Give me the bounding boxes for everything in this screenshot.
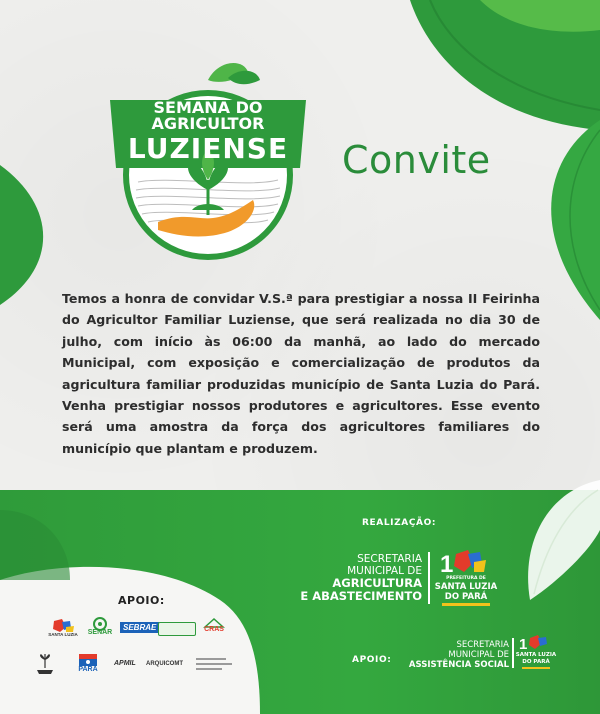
secretaria-assistencia-block — [409, 640, 509, 670]
event-logo — [88, 60, 328, 260]
santa-luzia-logo — [434, 548, 498, 606]
logo-title-line2: AGRICULTOR — [151, 114, 265, 133]
logo-title-line3: LUZIENSE — [127, 132, 289, 165]
secretaria2-line1: SECRETARIA — [456, 640, 509, 650]
sponsor-santa-luzia-text: SANTA LUZIA — [48, 632, 78, 637]
city-logo-name2: DO PARÁ — [444, 592, 488, 602]
leaf-left-decoration — [0, 165, 70, 305]
sponsor-agriculture-seal — [34, 652, 56, 676]
apoio-green-label: APOIO: — [352, 655, 392, 665]
invitation-heading: Convite — [342, 138, 491, 182]
santa-luzia-logo-small — [516, 634, 556, 670]
logo-number-one: 1 — [440, 551, 454, 578]
sponsor-senar-text: SENAR — [87, 629, 113, 636]
logo-small-number-one: 1 — [519, 636, 528, 652]
sponsor-association-mark — [196, 656, 234, 674]
secretaria1-line3: AGRICULTURA — [332, 576, 422, 590]
secretaria2-line2: MUNICIPAL DE — [448, 650, 509, 660]
leaf-footer-left-decoration — [0, 500, 80, 580]
city-logo-small-yellow-bar — [522, 667, 550, 669]
logo-title-line1: SEMANA DO — [153, 98, 263, 117]
sponsor-para-text: PARÁ — [78, 666, 98, 673]
city-logo-name1: SANTA LUZIA — [434, 582, 498, 592]
secretaria2-line3: ASSISTÊNCIA SOCIAL — [408, 660, 509, 670]
sponsor-apmil: APMIL — [114, 660, 136, 667]
sponsor-santa-luzia — [48, 618, 78, 640]
sponsor-para-government — [76, 652, 100, 678]
secretaria1-line4: E ABASTECIMENTO — [300, 589, 422, 603]
sponsor-cras — [203, 614, 225, 640]
city-logo-yellow-bar — [442, 603, 490, 606]
invitation-body-text: Temos a honra de convidar V.S.ª para prestigiar a nossa II Feirinha do Agricultor Familiar Luziense, que será realizada no dia 30 de julho, com início às 06:00 da manhã, ao lado do mercado Municipal, com exposição e comercialização de produtos da agricultura familiar produzidas município de Santa Luzia do Pará. Venha prestigiar nossos produtores e agricultores. Esse evento será uma amostra da força dos agricultores familiares do município que plantam e produzem. — [62, 291, 540, 456]
apoio-sponsors-label: APOIO: — [118, 594, 165, 607]
secretaria-agricultura-block — [300, 553, 422, 603]
realizacao-label: REALIZAÇÃO: — [362, 518, 437, 528]
city-logo-small-name2: DO PARÁ — [522, 659, 550, 665]
sponsor-arquicomt: ARQUICOMT — [146, 661, 183, 667]
secretaria1-line1: SECRETARIA — [357, 553, 422, 565]
sponsor-sebrae: SEBRAE — [120, 622, 159, 633]
sponsor-cras-text: CRAS — [204, 626, 224, 633]
city-logo-small-text: PREFEITURA DE — [446, 576, 486, 581]
sponsor-fundation-badge — [158, 622, 196, 636]
sponsor-senar — [86, 616, 114, 640]
secretaria1-line2: MUNICIPAL DE — [347, 565, 422, 577]
city-logo-small-name1: SANTA LUZIA — [515, 652, 557, 658]
